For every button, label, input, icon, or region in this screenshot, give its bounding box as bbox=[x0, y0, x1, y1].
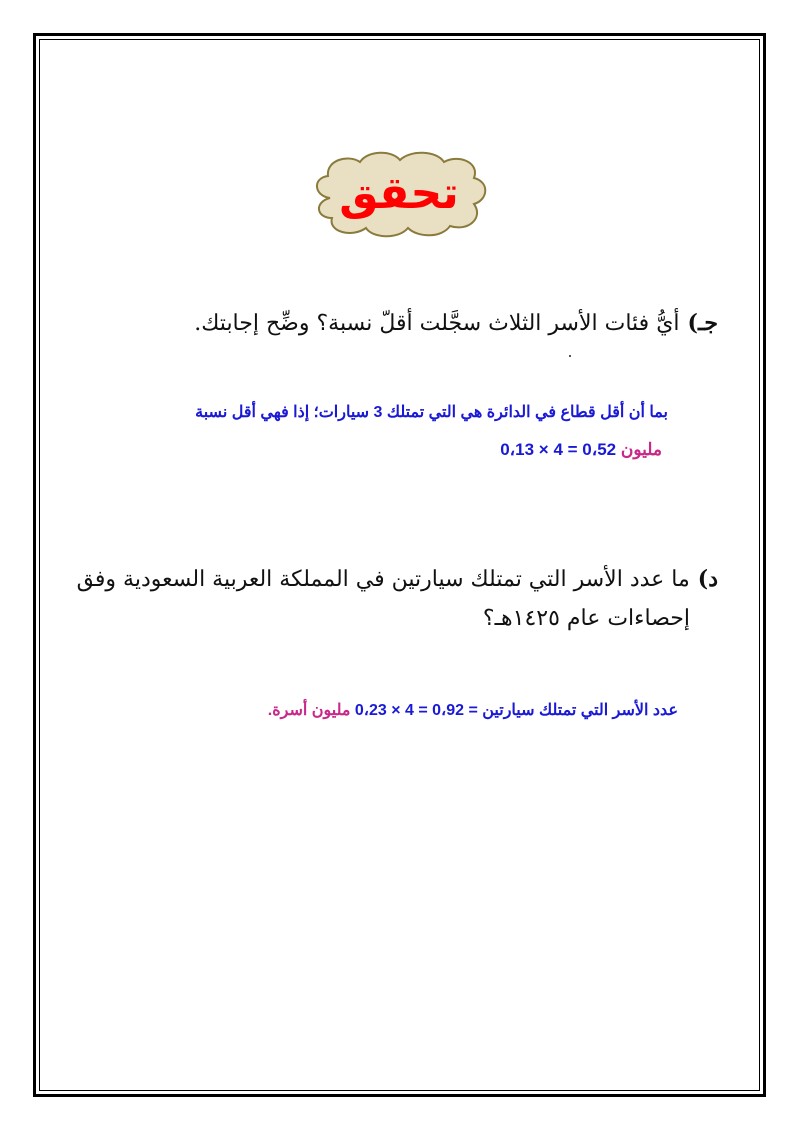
answer-d-prefix: عدد الأسر التي تمتلك سيارتين = bbox=[468, 702, 678, 719]
answer-c-line1: بما أن أقل قطاع في الدائرة هي التي تمتلك 3 سيارات؛ إذا فهي أقل نسبة bbox=[195, 404, 668, 421]
answer-d-unit: مليون أسرة. bbox=[267, 702, 351, 719]
answer-c-equation: 0،13 × 4 = 0،52 bbox=[500, 440, 617, 459]
page-title: تحقق bbox=[339, 168, 459, 219]
question-c-text: أيُّ فئات الأسر الثلاث سجَّلت أقلّ نسبة؟ وضِّح إجابتك. bbox=[194, 311, 680, 336]
title-cloud bbox=[308, 148, 490, 240]
question-d bbox=[77, 566, 718, 592]
question-d-marker: د) bbox=[697, 566, 718, 592]
stray-mark bbox=[569, 355, 571, 357]
answer-d bbox=[268, 700, 678, 720]
question-c bbox=[194, 310, 718, 336]
question-c-marker: جـ) bbox=[687, 310, 718, 336]
answer-c-unit: مليون bbox=[620, 440, 662, 459]
question-d-line2: إحصاءات عام ١٤٢٥هـ؟ bbox=[482, 606, 690, 631]
answer-d-equation: 0،23 × 4 = 0،92 bbox=[354, 702, 464, 719]
question-d-line1: ما عدد الأسر التي تمتلك سيارتين في المملكة العربية السعودية وفق bbox=[76, 567, 690, 592]
answer-c-line2 bbox=[500, 440, 662, 460]
